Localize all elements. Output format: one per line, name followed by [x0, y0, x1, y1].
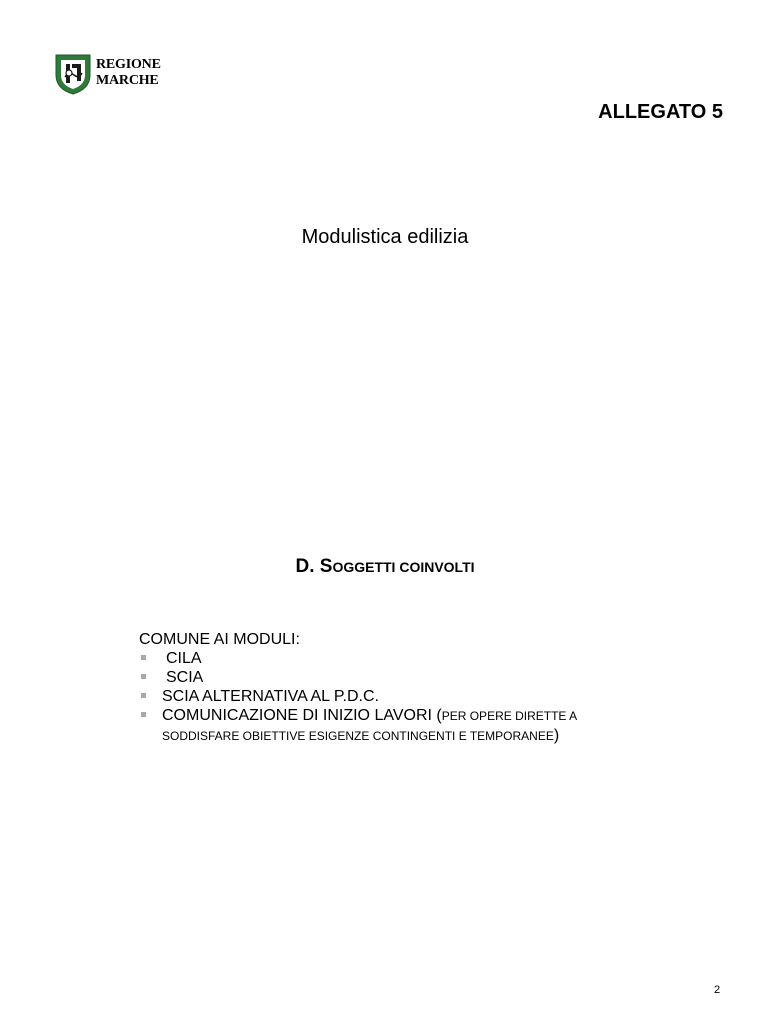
square-bullet-icon [141, 655, 146, 660]
page-number: 2 [714, 984, 721, 996]
logo-line-2: MARCHE [96, 73, 159, 88]
regione-marche-shield-icon [54, 53, 92, 95]
module-item-label: CILA [166, 650, 202, 667]
module-item-comunicazione [139, 706, 699, 746]
square-bullet-icon [141, 674, 146, 679]
document-title: Modulistica edilizia [301, 226, 469, 248]
module-item-note: PER OPERE DIRETTE A [441, 709, 578, 723]
modules-label: COMUNE AI MODULI: [139, 631, 300, 648]
module-item-close-paren: ) [553, 727, 560, 744]
logo-wordmark [96, 57, 161, 89]
module-item-note-continued: SODDISFARE OBIETTIVE ESIGENZE CONTINGENTI E TEMPORANEE [162, 729, 554, 743]
module-item-cila [139, 649, 699, 668]
module-item-scia [139, 668, 699, 687]
module-item-label: COMUNICAZIONE DI INIZIO LAVORI ( [162, 707, 442, 724]
logo-line-1: REGIONE [96, 57, 161, 72]
module-item-scia-alternativa [139, 687, 699, 706]
modules-block [139, 630, 699, 746]
square-bullet-icon [141, 712, 146, 717]
square-bullet-icon [141, 693, 146, 698]
module-list [139, 649, 699, 746]
section-heading-rest: OGGETTI COINVOLTI [332, 559, 475, 575]
section-heading [0, 556, 770, 578]
module-item-label: SCIA ALTERNATIVA AL P.D.C. [162, 688, 379, 705]
regione-marche-logo [54, 53, 174, 97]
attachment-label: ALLEGATO 5 [598, 101, 723, 123]
section-heading-prefix: D. S [295, 556, 333, 577]
module-item-label: SCIA [166, 669, 204, 686]
